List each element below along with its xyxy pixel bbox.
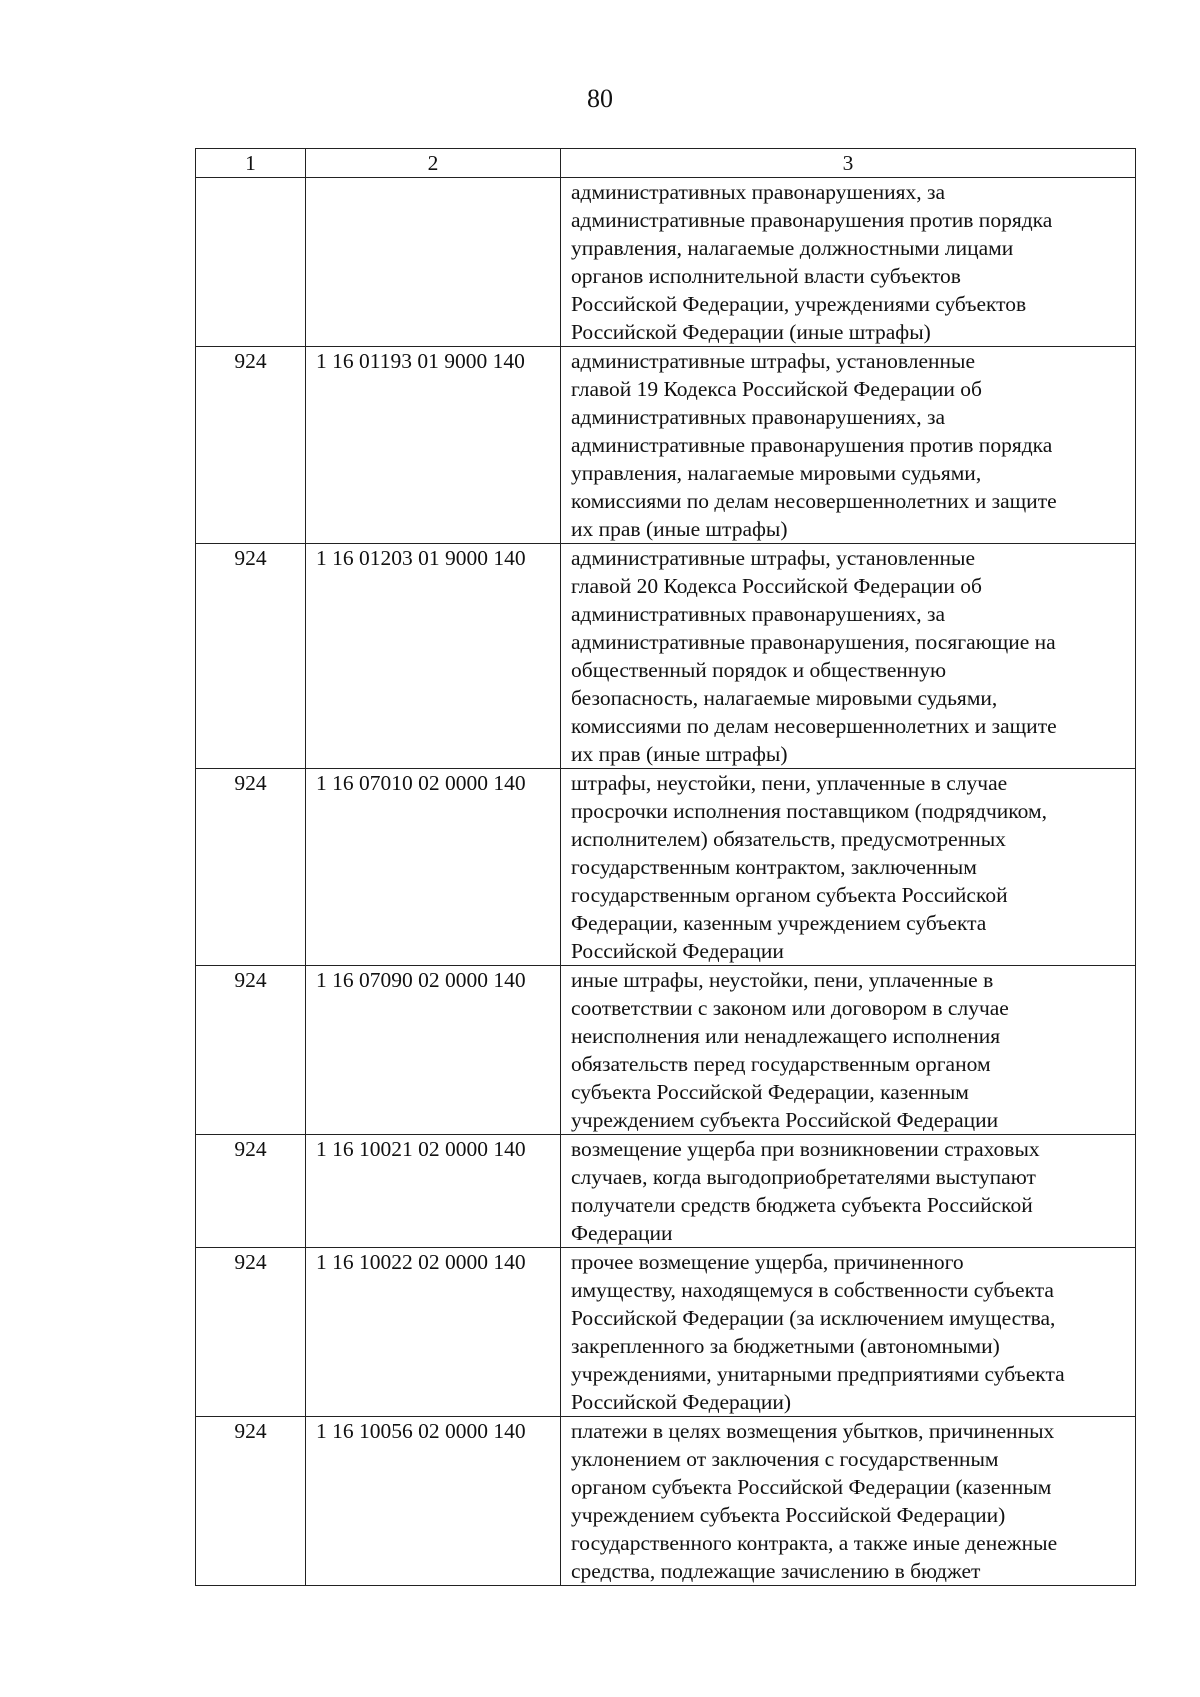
description-cell xyxy=(561,1135,1136,1248)
description-line: государственного контракта, а также иные денежные xyxy=(571,1531,1058,1555)
description-line: управления, налагаемые должностными лицами xyxy=(571,236,1014,260)
table-row xyxy=(196,1248,1136,1417)
table-row xyxy=(196,1135,1136,1248)
description-line: административных правонарушениях, за xyxy=(571,405,946,429)
description-line: Российской Федерации) xyxy=(571,1390,792,1414)
description-line: Российской Федерации, учреждениями субъектов xyxy=(571,292,1027,316)
description-line: иные штрафы, неустойки, пени, уплаченные в xyxy=(571,968,994,992)
description-line: учреждениями, унитарными предприятиями субъекта xyxy=(571,1362,1065,1386)
column-header-1: 1 xyxy=(196,149,306,178)
description-line: главой 19 Кодекса Российской Федерации об xyxy=(571,377,982,401)
description-cell xyxy=(561,1417,1136,1586)
table-row xyxy=(196,178,1136,347)
description-line: административные правонарушения, посягающие на xyxy=(571,630,1056,654)
description-cell xyxy=(561,178,1136,347)
budget-code-cell: 1 16 10056 02 0000 140 xyxy=(306,1417,561,1586)
description-cell xyxy=(561,769,1136,966)
description-line: случаев, когда выгодоприобретателями выступают xyxy=(571,1165,1036,1189)
description-line: уклонением от заключения с государственным xyxy=(571,1447,999,1471)
admin-code-cell xyxy=(196,178,306,347)
description-line: исполнителем) обязательств, предусмотренных xyxy=(571,827,1006,851)
description-line: средства, подлежащие зачислению в бюджет xyxy=(571,1559,981,1583)
table-header-row xyxy=(196,149,1136,178)
description-line: Российской Федерации (иные штрафы) xyxy=(571,320,931,344)
budget-code-cell: 1 16 07010 02 0000 140 xyxy=(306,769,561,966)
description-line: административные штрафы, установленные xyxy=(571,546,975,570)
table-body xyxy=(196,178,1136,1586)
column-header-2: 2 xyxy=(306,149,561,178)
description-line: прочее возмещение ущерба, причиненного xyxy=(571,1250,964,1274)
description-line: государственным контрактом, заключенным xyxy=(571,855,977,879)
description-cell xyxy=(561,347,1136,544)
description-cell xyxy=(561,966,1136,1135)
admin-code-cell: 924 xyxy=(196,347,306,544)
description-line: субъекта Российской Федерации, казенным xyxy=(571,1080,969,1104)
budget-code-cell: 1 16 10022 02 0000 140 xyxy=(306,1248,561,1417)
description-line: административные правонарушения против порядка xyxy=(571,433,1053,457)
description-line: штрафы, неустойки, пени, уплаченные в случае xyxy=(571,771,1008,795)
table-row xyxy=(196,769,1136,966)
description-line: комиссиями по делам несовершеннолетних и защите xyxy=(571,489,1057,513)
table-row xyxy=(196,347,1136,544)
budget-code-cell: 1 16 01193 01 9000 140 xyxy=(306,347,561,544)
description-line: административные штрафы, установленные xyxy=(571,349,975,373)
budget-code-cell: 1 16 01203 01 9000 140 xyxy=(306,544,561,769)
description-cell xyxy=(561,544,1136,769)
description-line: закрепленного за бюджетными (автономными) xyxy=(571,1334,1000,1358)
description-line: административные правонарушения против порядка xyxy=(571,208,1053,232)
description-line: учреждением субъекта Российской Федерации) xyxy=(571,1503,1006,1527)
budget-code-cell: 1 16 10021 02 0000 140 xyxy=(306,1135,561,1248)
budget-code-cell xyxy=(306,178,561,347)
description-cell xyxy=(561,1248,1136,1417)
table-row xyxy=(196,544,1136,769)
description-line: обязательств перед государственным органом xyxy=(571,1052,991,1076)
description-line: общественный порядок и общественную xyxy=(571,658,947,682)
description-line: государственным органом субъекта Российской xyxy=(571,883,1008,907)
description-line: органов исполнительной власти субъектов xyxy=(571,264,961,288)
description-line: Российской Федерации xyxy=(571,939,784,963)
description-line: административных правонарушениях, за xyxy=(571,602,946,626)
table-row xyxy=(196,966,1136,1135)
description-line: платежи в целях возмещения убытков, причиненных xyxy=(571,1419,1055,1443)
description-line: Российской Федерации (за исключением имущества, xyxy=(571,1306,1056,1330)
description-line: соответствии с законом или договором в случае xyxy=(571,996,1009,1020)
description-line: Федерации xyxy=(571,1221,673,1245)
admin-code-cell: 924 xyxy=(196,544,306,769)
description-line: Федерации, казенным учреждением субъекта xyxy=(571,911,987,935)
description-line: возмещение ущерба при возникновении страховых xyxy=(571,1137,1040,1161)
column-header-3: 3 xyxy=(561,149,1136,178)
description-line: неисполнения или ненадлежащего исполнения xyxy=(571,1024,1001,1048)
admin-code-cell: 924 xyxy=(196,1417,306,1586)
description-line: комиссиями по делам несовершеннолетних и защите xyxy=(571,714,1057,738)
description-line: их прав (иные штрафы) xyxy=(571,742,788,766)
description-line: их прав (иные штрафы) xyxy=(571,517,788,541)
budget-code-cell: 1 16 07090 02 0000 140 xyxy=(306,966,561,1135)
admin-code-cell: 924 xyxy=(196,966,306,1135)
description-line: имуществу, находящемуся в собственности субъекта xyxy=(571,1278,1054,1302)
admin-code-cell: 924 xyxy=(196,1135,306,1248)
description-line: управления, налагаемые мировыми судьями, xyxy=(571,461,982,485)
description-line: учреждением субъекта Российской Федерации xyxy=(571,1108,999,1132)
page-number: 80 xyxy=(587,84,613,113)
description-line: органом субъекта Российской Федерации (казенным xyxy=(571,1475,1052,1499)
description-line: просрочки исполнения поставщиком (подрядчиком, xyxy=(571,799,1047,823)
admin-code-cell: 924 xyxy=(196,1248,306,1417)
budget-code-table xyxy=(195,148,1136,1586)
admin-code-cell: 924 xyxy=(196,769,306,966)
table-row xyxy=(196,1417,1136,1586)
description-line: получатели средств бюджета субъекта Российской xyxy=(571,1193,1033,1217)
description-line: административных правонарушениях, за xyxy=(571,180,946,204)
description-line: главой 20 Кодекса Российской Федерации об xyxy=(571,574,982,598)
description-line: безопасность, налагаемые мировыми судьями, xyxy=(571,686,998,710)
